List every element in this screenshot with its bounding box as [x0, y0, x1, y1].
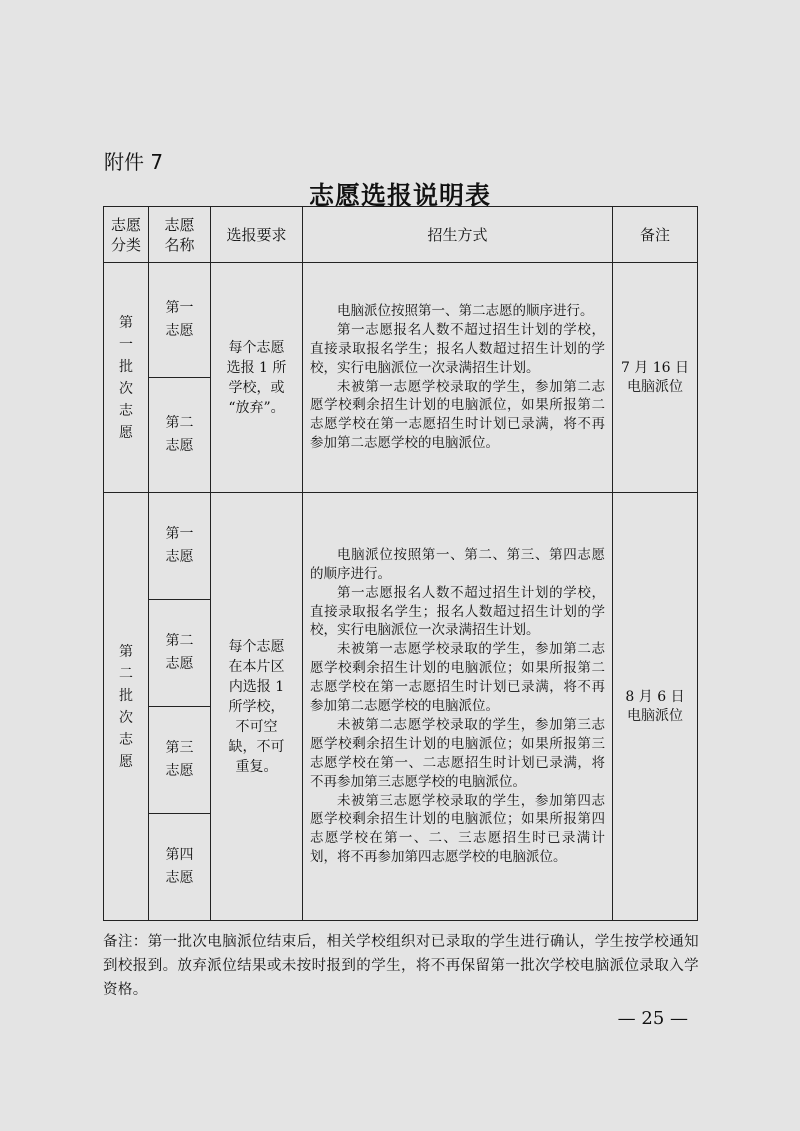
- batch1-requirement: 每个志愿 选报 1 所 学校，或 “放弃”。: [211, 263, 303, 493]
- batch1-note: 7 月 16 日 电脑派位: [613, 263, 698, 493]
- header-requirement: 选报要求: [211, 207, 303, 263]
- batch2-choice-4: 第四 志愿: [149, 814, 211, 921]
- batch1-category: 第 一 批 次 志 愿: [104, 263, 149, 493]
- attachment-label: 附件 7: [104, 150, 164, 174]
- table-row: [104, 493, 698, 600]
- batch2-choice-2: 第二 志愿: [149, 600, 211, 707]
- page-title: 志愿选报说明表: [308, 181, 491, 210]
- batch1-choice-2: 第二 志愿: [149, 378, 211, 493]
- footnote: 备注：第一批次电脑派位结束后，相关学校组织对已录取的学生进行确认，学生按学校通知到校报到。放弃派位结果或未按时报到的学生，将不再保留第一批次学校电脑派位录取入学资格。: [103, 934, 699, 998]
- batch2-note: 8 月 6 日 电脑派位: [613, 493, 698, 921]
- batch1-method: 电脑派位按照第一、第二志愿的顺序进行。 第一志愿报名人数不超过招生计划的学校，直接录取报名学生；报名人数超过招生计划的学校，实行电脑派位一次录满招生计划。 未被第一志愿学校录取的学生，参加第二志愿学校剩余招生计划的电脑派位，如果所报第二志愿学校在第一志愿招生时计划已录满，将不再参加第二志愿学校的电脑派位。: [303, 263, 613, 493]
- batch2-method: 电脑派位按照第一、第二、第三、第四志愿的顺序进行。 第一志愿报名人数不超过招生计划的学校，直接录取报名学生；报名人数超过招生计划的学校，实行电脑派位一次录满招生计划。 未被第一志愿学校录取的学生，参加第二志愿学校剩余招生计划的电脑派位；如果所报第二志愿学校在第一志愿招生时计划已录满，将不再参加第二志愿学校的电脑派位。 未被第二志愿学校录取的学生，参加第三志愿学校剩余招生计划的电脑派位；如果所报第三志愿学校在第一、二志愿招生时计划已录满，将不再参加第三志愿学校的电脑派位。 未被第三志愿学校录取的学生，参加第四志愿学校剩余招生计划的电脑派位；如果所报第四志愿学校在第一、二、三志愿招生时已录满计划，将不再参加第四志愿学校的电脑派位。: [303, 493, 613, 921]
- batch2-choice-3: 第三 志愿: [149, 707, 211, 814]
- table-row: [104, 263, 698, 378]
- batch2-category: 第 二 批 次 志 愿: [104, 493, 149, 921]
- volunteer-table: [103, 206, 698, 921]
- batch2-choice-1: 第一 志愿: [149, 493, 211, 600]
- page-number: — 25 —: [617, 1008, 688, 1029]
- header-row: [104, 207, 698, 263]
- header-method: 招生方式: [303, 207, 613, 263]
- header-note: 备注: [613, 207, 698, 263]
- batch2-requirement: 每个志愿 在本片区 内选报 1 所学校， 不可空 缺，不可 重复。: [211, 493, 303, 921]
- header-category: 志愿 分类: [104, 207, 149, 263]
- header-name: 志愿 名称: [149, 207, 211, 263]
- batch1-choice-1: 第一 志愿: [149, 263, 211, 378]
